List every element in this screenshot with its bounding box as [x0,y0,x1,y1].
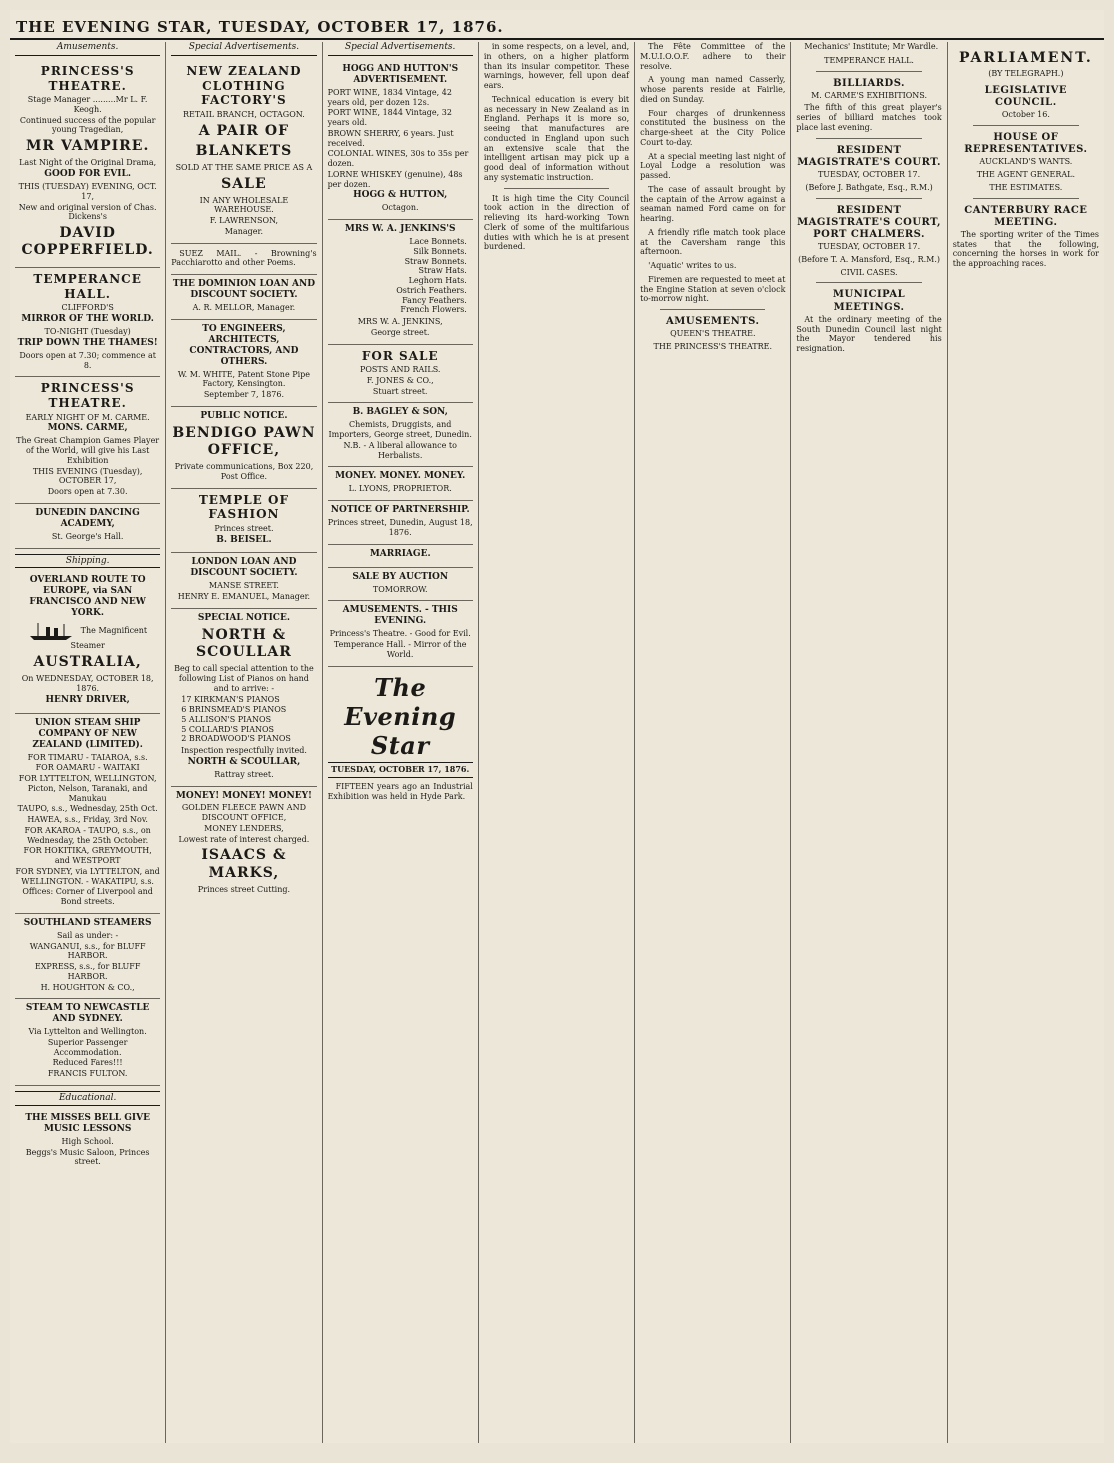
ad-line: TOMORROW. [372,584,428,594]
ad-title: PUBLIC NOTICE. [200,410,288,421]
divider [973,198,1079,199]
ad-golden-fleece [171,787,316,901]
ad-title: SOUTHLAND STEAMERS [23,917,152,928]
ad-line: THIS (TUESDAY) EVENING, OCT. 17, [18,182,157,201]
ad-line: Chemists, Druggists, and Importers, George street, Dunedin. [328,420,472,440]
ad-line: On WEDNESDAY, OCTOBER 18, 1876. [21,674,154,693]
ad-title: THE MISSES BELL GIVE MUSIC LESSONS [25,1112,150,1134]
ad-misses-bell [15,1109,160,1173]
ad-line: H. HOUGHTON & CO., [40,982,135,992]
ad-line: NORTH & SCOULLAR, [187,756,301,767]
ad-line: THIS EVENING (Tuesday), OCTOBER 17, [32,466,143,486]
col-head-special-2: Special Advertisements. [328,42,473,56]
list-item: 17 KIRKMAN'S PIANOS [181,695,280,705]
ad-dominion-loan [171,275,316,320]
ad-line: WANGANUI, s.s., for BLUFF HARBOR. [29,941,146,961]
ad-line: HAWEA, s.s., Friday, 3rd Nov. [27,815,148,825]
ad-line: Offices: Corner of Liverpool and Bond streets. [22,887,153,907]
news-paragraph: 'Aquatic' writes to us. [648,261,737,270]
ad-clothing-factory [171,60,316,244]
ad-line: Princess's Theatre. - Good for Evil. [329,629,471,639]
news-paragraph: Four charges of drunkenness constituted the business on the charge-sheet at the City Police Court to-day. [640,108,786,147]
ad-line: BROWN SHERRY, 6 years. Just received. [327,128,454,148]
column-7 [948,42,1104,1443]
list-item: Straw Bonnets. [404,256,467,266]
ad-line: Princes street. [214,523,274,533]
ad-title: HOGG AND HUTTON'S ADVERTISEMENT. [342,63,459,85]
ad-line: MRS W. A. JENKINS, [357,317,443,327]
ad-line: DAVID COPPERFIELD. [21,225,154,259]
ad-hogg-hutton [328,60,473,220]
section-heading: LEGISLATIVE COUNCIL. [984,84,1068,109]
list-item: 6 BRINSMEAD'S PIANOS [181,705,287,715]
news-paragraph: The fifth of this great player's series of billiard matches took place last evening. [796,103,942,132]
section-heading: CANTERBURY RACE MEETING. [964,204,1088,228]
section-subheading: M. CARME'S EXHIBITIONS. [811,90,928,100]
ad-line: BENDIGO PAWN OFFICE, [172,424,316,458]
ad-london-loan [171,553,316,608]
ad-overland-route [15,571,160,713]
ad-title: PRINCESS'S THEATRE. [40,63,135,93]
ad-line: CLIFFORD'S [61,303,114,313]
ad-title: PRINCESS'S THEATRE. [40,381,135,410]
column-2 [166,42,322,1443]
news-paragraph: Firemen are requested to meet at the Engine Station at seven o'clock to-morrow night. [640,274,786,304]
ad-line: HOGG & HUTTON, [353,190,448,201]
ad-steam-newcastle [15,999,160,1086]
masthead [10,10,1104,40]
ad-line: PORT WINE, 1834 Vintage, 42 years old, per dozen 12s. [327,87,452,107]
ad-line: MONS. CARME, [47,423,128,434]
section-shipping: Shipping. [15,554,160,569]
nameplate: The Evening Star [344,672,457,761]
list-item: Lace Bonnets. [409,237,467,247]
ad-line: A PAIR OF [198,122,290,139]
news-paragraph: The sporting writer of the Times states that the following, concerning the horses in work for the approaching races. [952,229,1099,269]
divider [660,309,765,310]
news-paragraph: A young man named Casserly, whose parents reside at Fairlie, died on Sunday. [640,75,786,104]
ad-title: LONDON LOAN AND DISCOUNT SOCIETY. [190,557,298,579]
column-1 [10,42,166,1443]
section-subheading: THE PRINCESS'S THEATRE. [653,341,773,351]
ad-line: HENRY DRIVER, [45,694,130,705]
section-subheading: (Before T. A. Mansford, Esq., R.M.) [798,254,940,264]
section-subheading: TUESDAY, OCTOBER 17. [817,170,921,180]
ad-line: N.B. - A liberal allowance to Herbalists. [343,440,457,460]
column-6 [791,42,947,1443]
ad-line: AUSTRALIA, [33,654,142,671]
ad-line: FOR TIMARU - TAIAROA, s.s. [27,752,148,762]
ad-for-sale [328,345,473,404]
ad-title: UNION STEAM SHIP COMPANY OF NEW ZEALAND (LIMITED). [32,717,143,750]
ad-line: FOR OAMARU - WAITAKI [35,763,140,773]
ad-line: EXPRESS, s.s., for BLUFF HARBOR. [34,962,141,981]
ad-amusements-evening [328,601,473,666]
ad-line: W. M. WHITE, Patent Stone Pipe Factory, Kensington. [177,369,311,389]
section-subheading: THE ESTIMATES. [989,182,1063,192]
steamship-icon [28,621,74,641]
ad-public-notice [171,407,316,489]
section-subheading: THE AGENT GENERAL. [976,170,1075,180]
list-item: 5 ALLISON'S PIANOS [181,714,272,724]
ad-line: Inspection respectfully invited. [180,746,307,756]
divider [504,188,609,189]
article-paragraph: Technical education is every bit as necessary in New Zealand as in England. Perhaps it is more so, seeing that manufactures are conducted in England upon such an extensive scale that the intelligent artisan may pick up a good deal of information without any systematic instruction. [483,94,630,182]
list-item: Ostrich Feathers. [396,285,467,295]
ad-line: GOOD FOR EVIL. [44,169,131,180]
article-paragraph: in some respects, on a level, and, in others, on a higher platform than its insular competitor. These warnings, however, fell upon deaf ears. [483,42,630,90]
ad-line: Sail as under: - [57,930,119,940]
ad-line: September 7, 1876. [203,390,284,400]
section-heading: MUNICIPAL MEETINGS. [832,289,906,313]
ad-dancing-academy [15,504,160,549]
section-heading: HOUSE OF REPRESENTATIVES. [964,131,1088,156]
ad-marriage [328,545,473,568]
ad-line: MANSE STREET. [208,581,279,591]
ad-line: MR VAMPIRE. [25,138,150,155]
ad-princess-theatre [15,60,160,268]
ad-title: SALE BY AUCTION [352,571,449,582]
ad-title: MRS W. A. JENKINS'S [344,224,456,235]
divider [816,198,921,199]
section-heading: RESIDENT MAGISTRATE'S COURT. [797,144,941,168]
ad-title: MONEY! MONEY! MONEY! [175,790,312,801]
news-paragraph: The case of assault brought by the captain of the Arrow against a seaman named Ford came on for hearing. [640,184,786,223]
news-paragraph: At the ordinary meeting of the South Dunedin Council last night the Mayor tendered his resignation. [796,314,942,353]
ad-title: MONEY. MONEY. MONEY. [335,471,466,482]
ad-special-notice [171,609,316,787]
ad-line: The Magnificent Steamer [70,626,148,651]
ad-line: LORNE WHISKEY (genuine), 48s per dozen. [327,169,463,189]
ad-line: BLANKETS [195,142,293,159]
ad-line: F. JONES & CO., [366,375,434,385]
ad-title: THE DOMINION LOAN AND DISCOUNT SOCIETY. [172,279,315,301]
col-head-amusements: Amusements. [15,42,160,56]
ad-jenkins [328,220,473,344]
ad-title: OVERLAND ROUTE TO EUROPE, via SAN FRANCISCO AND NEW YORK. [29,575,146,619]
ad-title: NEW ZEALAND CLOTHING FACTORY'S [186,63,302,108]
columns [10,42,1104,1443]
column-5 [635,42,791,1443]
ad-line: PORT WINE, 1844 Vintage, 32 years old. [327,108,452,128]
ad-line: L. LYONS, PROPRIETOR. [348,484,452,494]
piano-list [181,695,316,744]
dateline: TUESDAY, OCTOBER 17, 1876. [328,762,473,778]
ad-line: SALE [221,175,267,192]
ad-title: B. BAGLEY & SON, [352,407,448,418]
ad-line: FRANCIS FULTON. [47,1069,128,1079]
ad-line: Via Lyttelton and Wellington. [28,1027,147,1037]
list-item: Leghorn Hats. [408,276,467,286]
ad-line: FOR LYTTELTON, WELLINGTON, Picton, Nelson, Taranaki, and Manukau [18,774,157,803]
list-item: Silk Bonnets. [413,246,467,256]
ad-line: Continued success of the popular young Tragedian, [19,115,156,135]
ad-title: TO ENGINEERS, ARCHITECTS, CONTRACTORS, AND OTHERS. [189,323,299,367]
ad-title: TEMPERANCE HALL. [33,272,142,301]
section-heading: BILLIARDS. [833,77,906,89]
col-head-special: Special Advertisements. [171,42,316,56]
ad-title: NOTICE OF PARTNERSHIP. [330,505,470,516]
ad-line: Beggs's Music Saloon, Princes street. [25,1147,150,1167]
section-heading: AMUSEMENTS. [666,316,760,327]
divider [816,71,921,72]
ad-line: Rattray street. [214,769,274,779]
ad-line: Princes street, Dunedin, August 18, 1876. [327,518,473,537]
ad-line: George street. [370,327,430,337]
ad-bagley [328,403,473,467]
ad-line: TRIP DOWN THE THAMES! [17,337,158,348]
section-subheading: (Before J. Bathgate, Esq., R.M.) [805,182,933,192]
parliament-heading: PARLIAMENT. [958,50,1093,66]
ad-line: FOR AKAROA - TAUPO, s.s., on Wednesday, the 25th October. [24,825,151,845]
ad-line: F. LAWRENSON, [209,216,279,226]
ad-line: SOLD AT THE SAME PRICE AS A [175,162,313,172]
ad-line: A. R. MELLOR, Manager. [192,303,296,313]
news-paragraph: At a special meeting last night of Loyal Lodge a resolution was passed. [640,151,786,180]
ad-line: The Great Champion Games Player of the World, will give his Last Exhibition [16,436,160,465]
divider [816,138,921,139]
ad-line: FOR SYDNEY, via LYTTELTON, and WELLINGTON. - WAKATIPU, s.s. [15,866,160,886]
ad-line: New and original version of Chas. Dickens's [18,202,157,222]
ad-partnership [328,501,473,544]
ad-line: TO-NIGHT (Tuesday) [44,327,131,337]
column-3 [323,42,479,1443]
ad-title: SPECIAL NOTICE. [197,612,290,623]
ad-carme [15,377,160,503]
ad-line: Last Night of the Original Drama, [19,158,157,168]
section-subheading: CIVIL CASES. [840,267,898,277]
ad-line: COLONIAL WINES, 30s to 35s per dozen. [327,149,469,169]
divider [816,282,921,283]
ad-temple-fashion [171,489,316,554]
ad-southland-steamers [15,914,160,999]
news-paragraph: A friendly rifle match took place at the Caversham range this afternoon. [640,227,786,257]
ad-title: MARRIAGE. [369,548,431,559]
section-heading: RESIDENT MAGISTRATE'S COURT, PORT CHALMERS. [797,204,942,240]
ad-line: FOR HOKITIKA, GREYMOUTH, and WESTPORT [23,846,152,866]
ad-title: FOR SALE [361,348,439,363]
ad-line: B. BEISEL. [216,534,272,545]
ad-line: High School. [61,1136,114,1146]
ad-line: St. George's Hall. [51,531,124,541]
bonnet-list [338,237,467,315]
ad-line: Stuart street. [372,386,428,396]
ad-line: Octagon. [381,203,419,213]
ad-line: Beg to call special attention to the following List of Pianos on hand and to arrive: - [174,664,314,693]
ad-line: HENRY E. EMANUEL, Manager. [177,592,311,602]
column-4 [479,42,635,1443]
ad-line: Private communications, Box 220, Post Office. [174,462,314,481]
list-item: French Flowers. [400,305,467,315]
divider [973,125,1079,126]
ad-line: Reduced Fares!!! [52,1058,123,1068]
ad-line: Superior Passenger Accommodation. [47,1037,128,1057]
ad-line: EARLY NIGHT OF M. CARME. [25,412,150,422]
section-subheading: (BY TELEGRAPH.) [988,69,1064,79]
list-item: 5 COLLARD'S PIANOS [181,724,275,734]
ad-line: MONEY LENDERS, [204,823,284,833]
ad-suez-mail [171,244,316,276]
ad-union-steam-ship [15,714,160,914]
ad-line: MIRROR OF THE WORLD. [21,314,154,325]
ad-line: Manager. [224,226,264,236]
ad-line: Temperance Hall. - Mirror of the World. [333,640,467,659]
ad-line: Stage Manager .........Mr L. F. Keogh. [27,95,148,114]
ad-line: SUEZ MAIL. - Browning's Pacchiarotto and other Poems. [171,248,317,268]
ad-title: STEAM TO NEWCASTLE AND SYDNEY. [25,1003,150,1025]
lead-article: FIFTEEN years ago an Industrial Exhibition was held in Hyde Park. [327,782,473,801]
newspaper-page [10,10,1104,1443]
ad-engineers [171,320,316,407]
ad-line: POSTS AND RAILS. [359,365,441,375]
section-educational: Educational. [15,1091,160,1106]
ad-line: Lowest rate of interest charged. [178,834,310,844]
ad-line: GOLDEN FLEECE PAWN AND DISCOUNT OFFICE, [181,803,306,823]
ad-line: RETAIL BRANCH, OCTAGON. [183,109,305,119]
section-subheading: TEMPERANCE HALL. [824,55,914,65]
ad-title: DUNEDIN DANCING ACADEMY, [35,507,140,529]
section-subheading: TUESDAY, OCTOBER 17. [817,242,921,252]
ad-line: NORTH & SCOULLAR [196,626,292,660]
ad-money-lyons [328,467,473,501]
ad-line: Doors open at 7.30; commence at 8. [19,350,156,370]
ad-auction [328,568,473,602]
news-paragraph: Mechanics' Institute; Mr Wardle. [804,42,939,51]
ad-line: Princes street Cutting. [197,884,291,894]
list-item: Fancy Feathers. [402,295,467,305]
ad-line: TAUPO, s.s., Wednesday, 25th Oct. [17,804,158,814]
ad-line: ISAACS & MARKS, [201,847,287,881]
ad-temperance-hall [15,268,160,377]
list-item: 2 BROADWOOD'S PIANOS [181,734,291,744]
ad-title: AMUSEMENTS. - THIS EVENING. [342,605,458,627]
ad-line: Doors open at 7.30. [47,487,128,497]
ad-title: TEMPLE OF FASHION [198,492,289,522]
list-item: Straw Hats. [418,266,467,276]
section-subheading: October 16. [1001,110,1050,120]
section-subheading: QUEEN'S THEATRE. [670,329,756,339]
ad-line: IN ANY WHOLESALE WAREHOUSE. [199,195,289,215]
masthead-title: THE EVENING STAR, TUESDAY, OCTOBER 17, 1876. [16,18,504,36]
news-paragraph: The Fête Committee of the M.U.I.O.O.F. adhere to their resolve. [640,42,786,71]
article-paragraph: It is high time the City Council took action in the direction of relieving its hard-working Town Clerk of some of the multifarious duties with which he is at present burdened. [483,193,630,252]
section-subheading: AUCKLAND'S WANTS. [979,157,1073,167]
